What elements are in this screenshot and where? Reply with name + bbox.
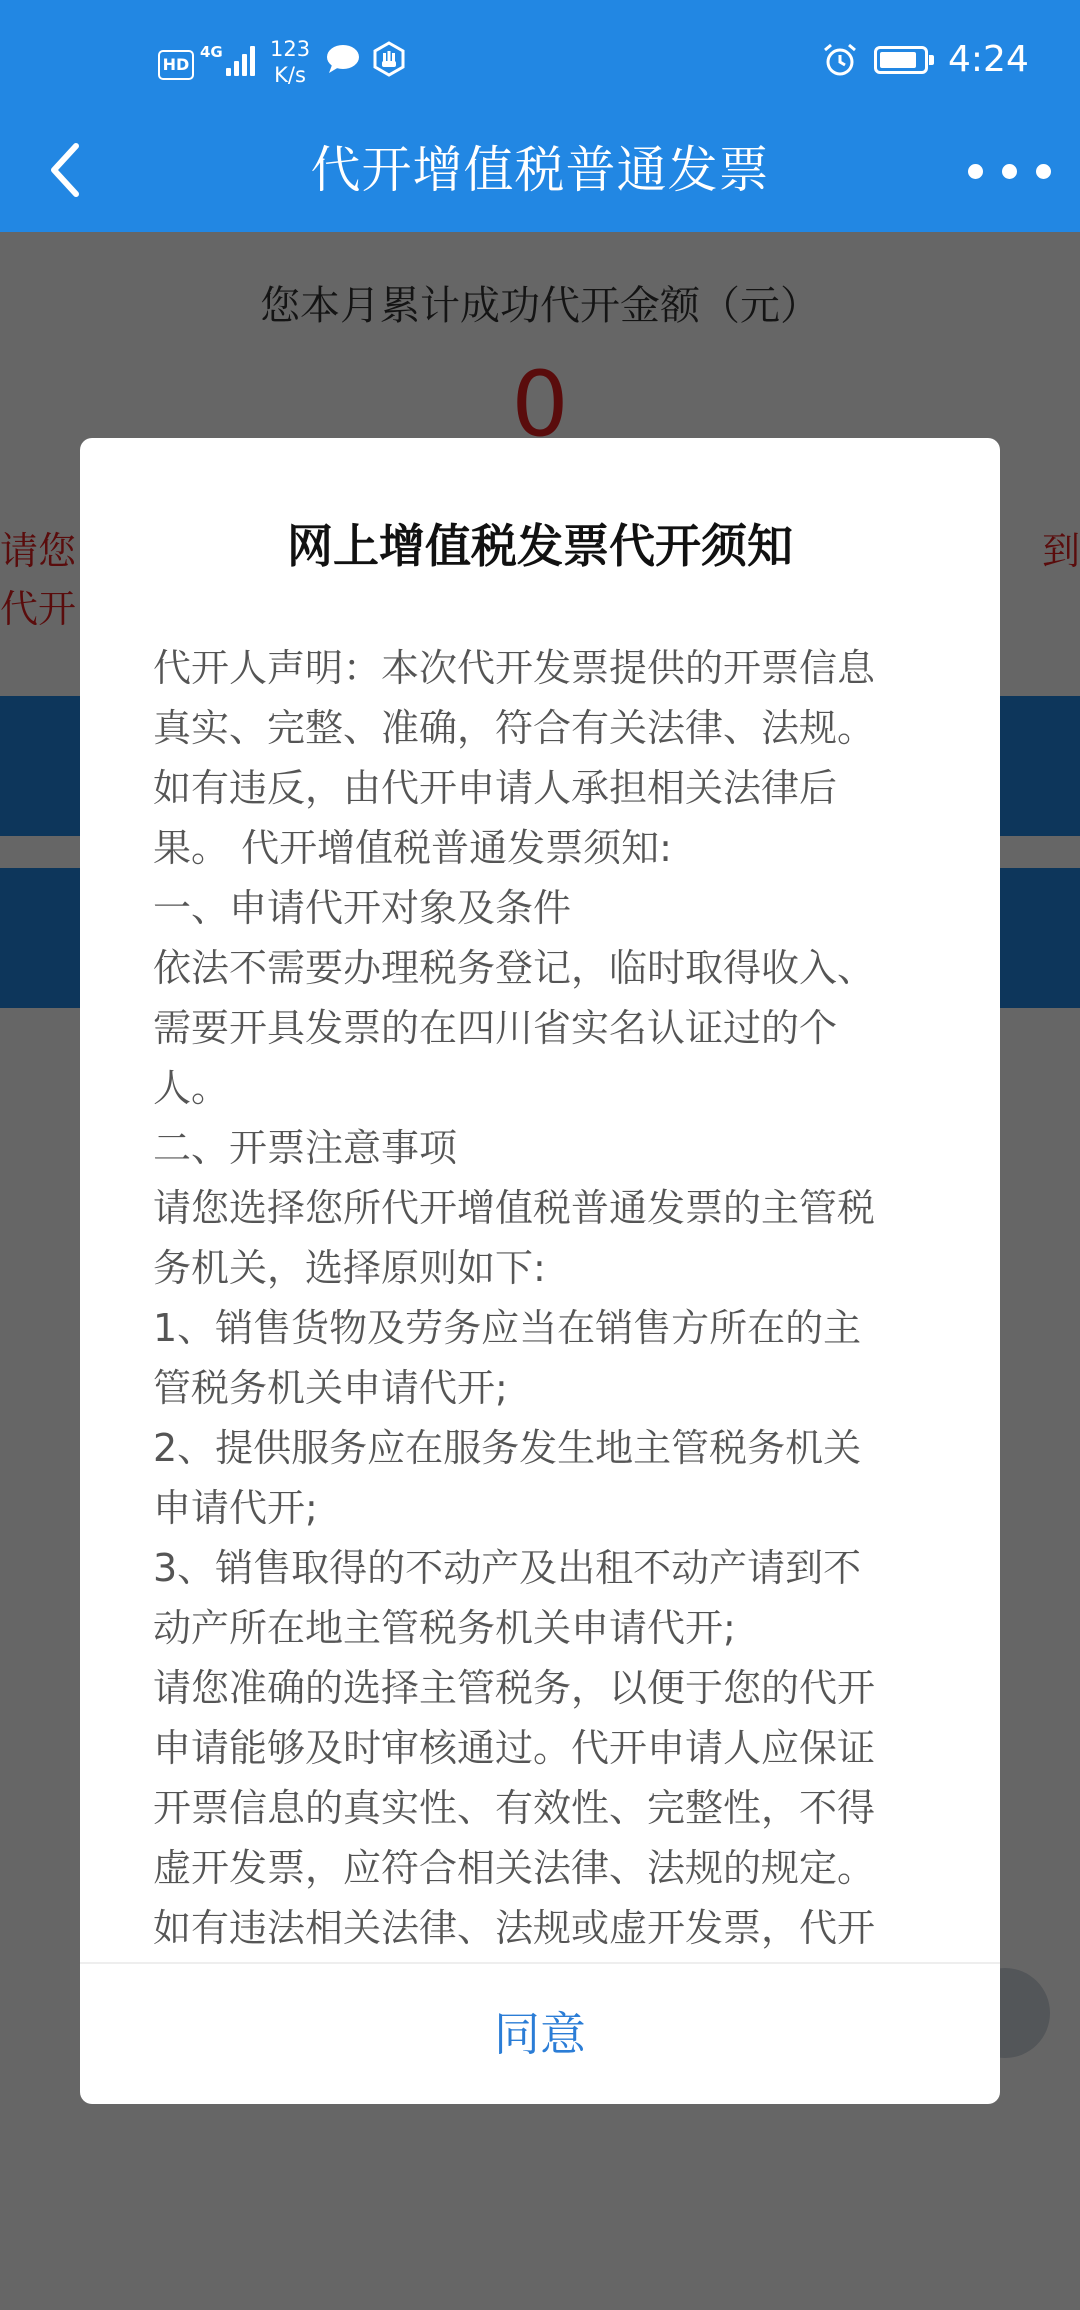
signal-icon (224, 42, 258, 76)
dialog-paragraph: 1、销售货物及劳务应当在销售方所在的主 管税务机关申请代开; (153, 1306, 862, 1410)
agree-button[interactable]: 同意 (494, 2007, 586, 2061)
dialog-paragraph: 一、申请代开对象及条件 (153, 886, 572, 930)
dialog-paragraph: 请您选择您所代开增值税普通发票的主管税 务机关，选择原则如下: (153, 1186, 876, 1290)
dialog-paragraph: 依法不需要办理税务登记，临时取得收入、 需要开具发票的在四川省实名认证过的个 人。 (153, 946, 876, 1110)
back-button[interactable] (36, 138, 100, 202)
battery-icon (874, 46, 928, 74)
chat-icon (326, 44, 360, 74)
alarm-icon (822, 42, 858, 78)
dialog-paragraph: 2、提供服务应在服务发生地主管税务机关 申请代开; (153, 1426, 862, 1530)
clock: 4:24 (948, 39, 1029, 80)
page-title: 代开增值税普通发票 (310, 141, 770, 199)
status-bar (0, 0, 1080, 120)
network-speed (270, 36, 310, 88)
dialog-paragraph: 3、销售取得的不动产及出租不动产请到不 动产所在地主管税务机关申请代开; (153, 1546, 862, 1650)
hd-badge: HD (158, 50, 194, 80)
battery-level (880, 52, 916, 68)
app-header (0, 0, 1080, 232)
speed-value: 123 (270, 37, 311, 61)
dialog-paragraph: 请您准确的选择主管税务，以便于您的代开 申请能够及时审核通过。代开申请人应保证 开票信息的真实性、有效性、完整性，不得 虚开发票，应符合相关法律、法规的规定。 如有违法相关法律、法规或虚开发票，代开 (153, 1666, 876, 1950)
dialog-paragraph: 二、开票注意事项 (153, 1126, 458, 1170)
hand-icon (372, 42, 406, 76)
title-bar (0, 120, 1080, 232)
speed-unit: K/s (274, 63, 306, 87)
dialog-title: 网上增值税发票代开须知 (287, 519, 793, 573)
dialog-paragraph: 代开人声明：本次代开发票提供的开票信息 真实、完整、准确，符合有关法律、法规。 如有违反，由代开申请人承担相关法律后 果。 代开增值税普通发票须知: (153, 646, 876, 870)
dialog-body[interactable] (153, 638, 933, 1950)
chevron-left-icon (54, 146, 76, 194)
network-type: 4G (200, 43, 223, 61)
notice-dialog (80, 438, 1000, 2104)
more-dots-icon[interactable] (968, 150, 1054, 190)
